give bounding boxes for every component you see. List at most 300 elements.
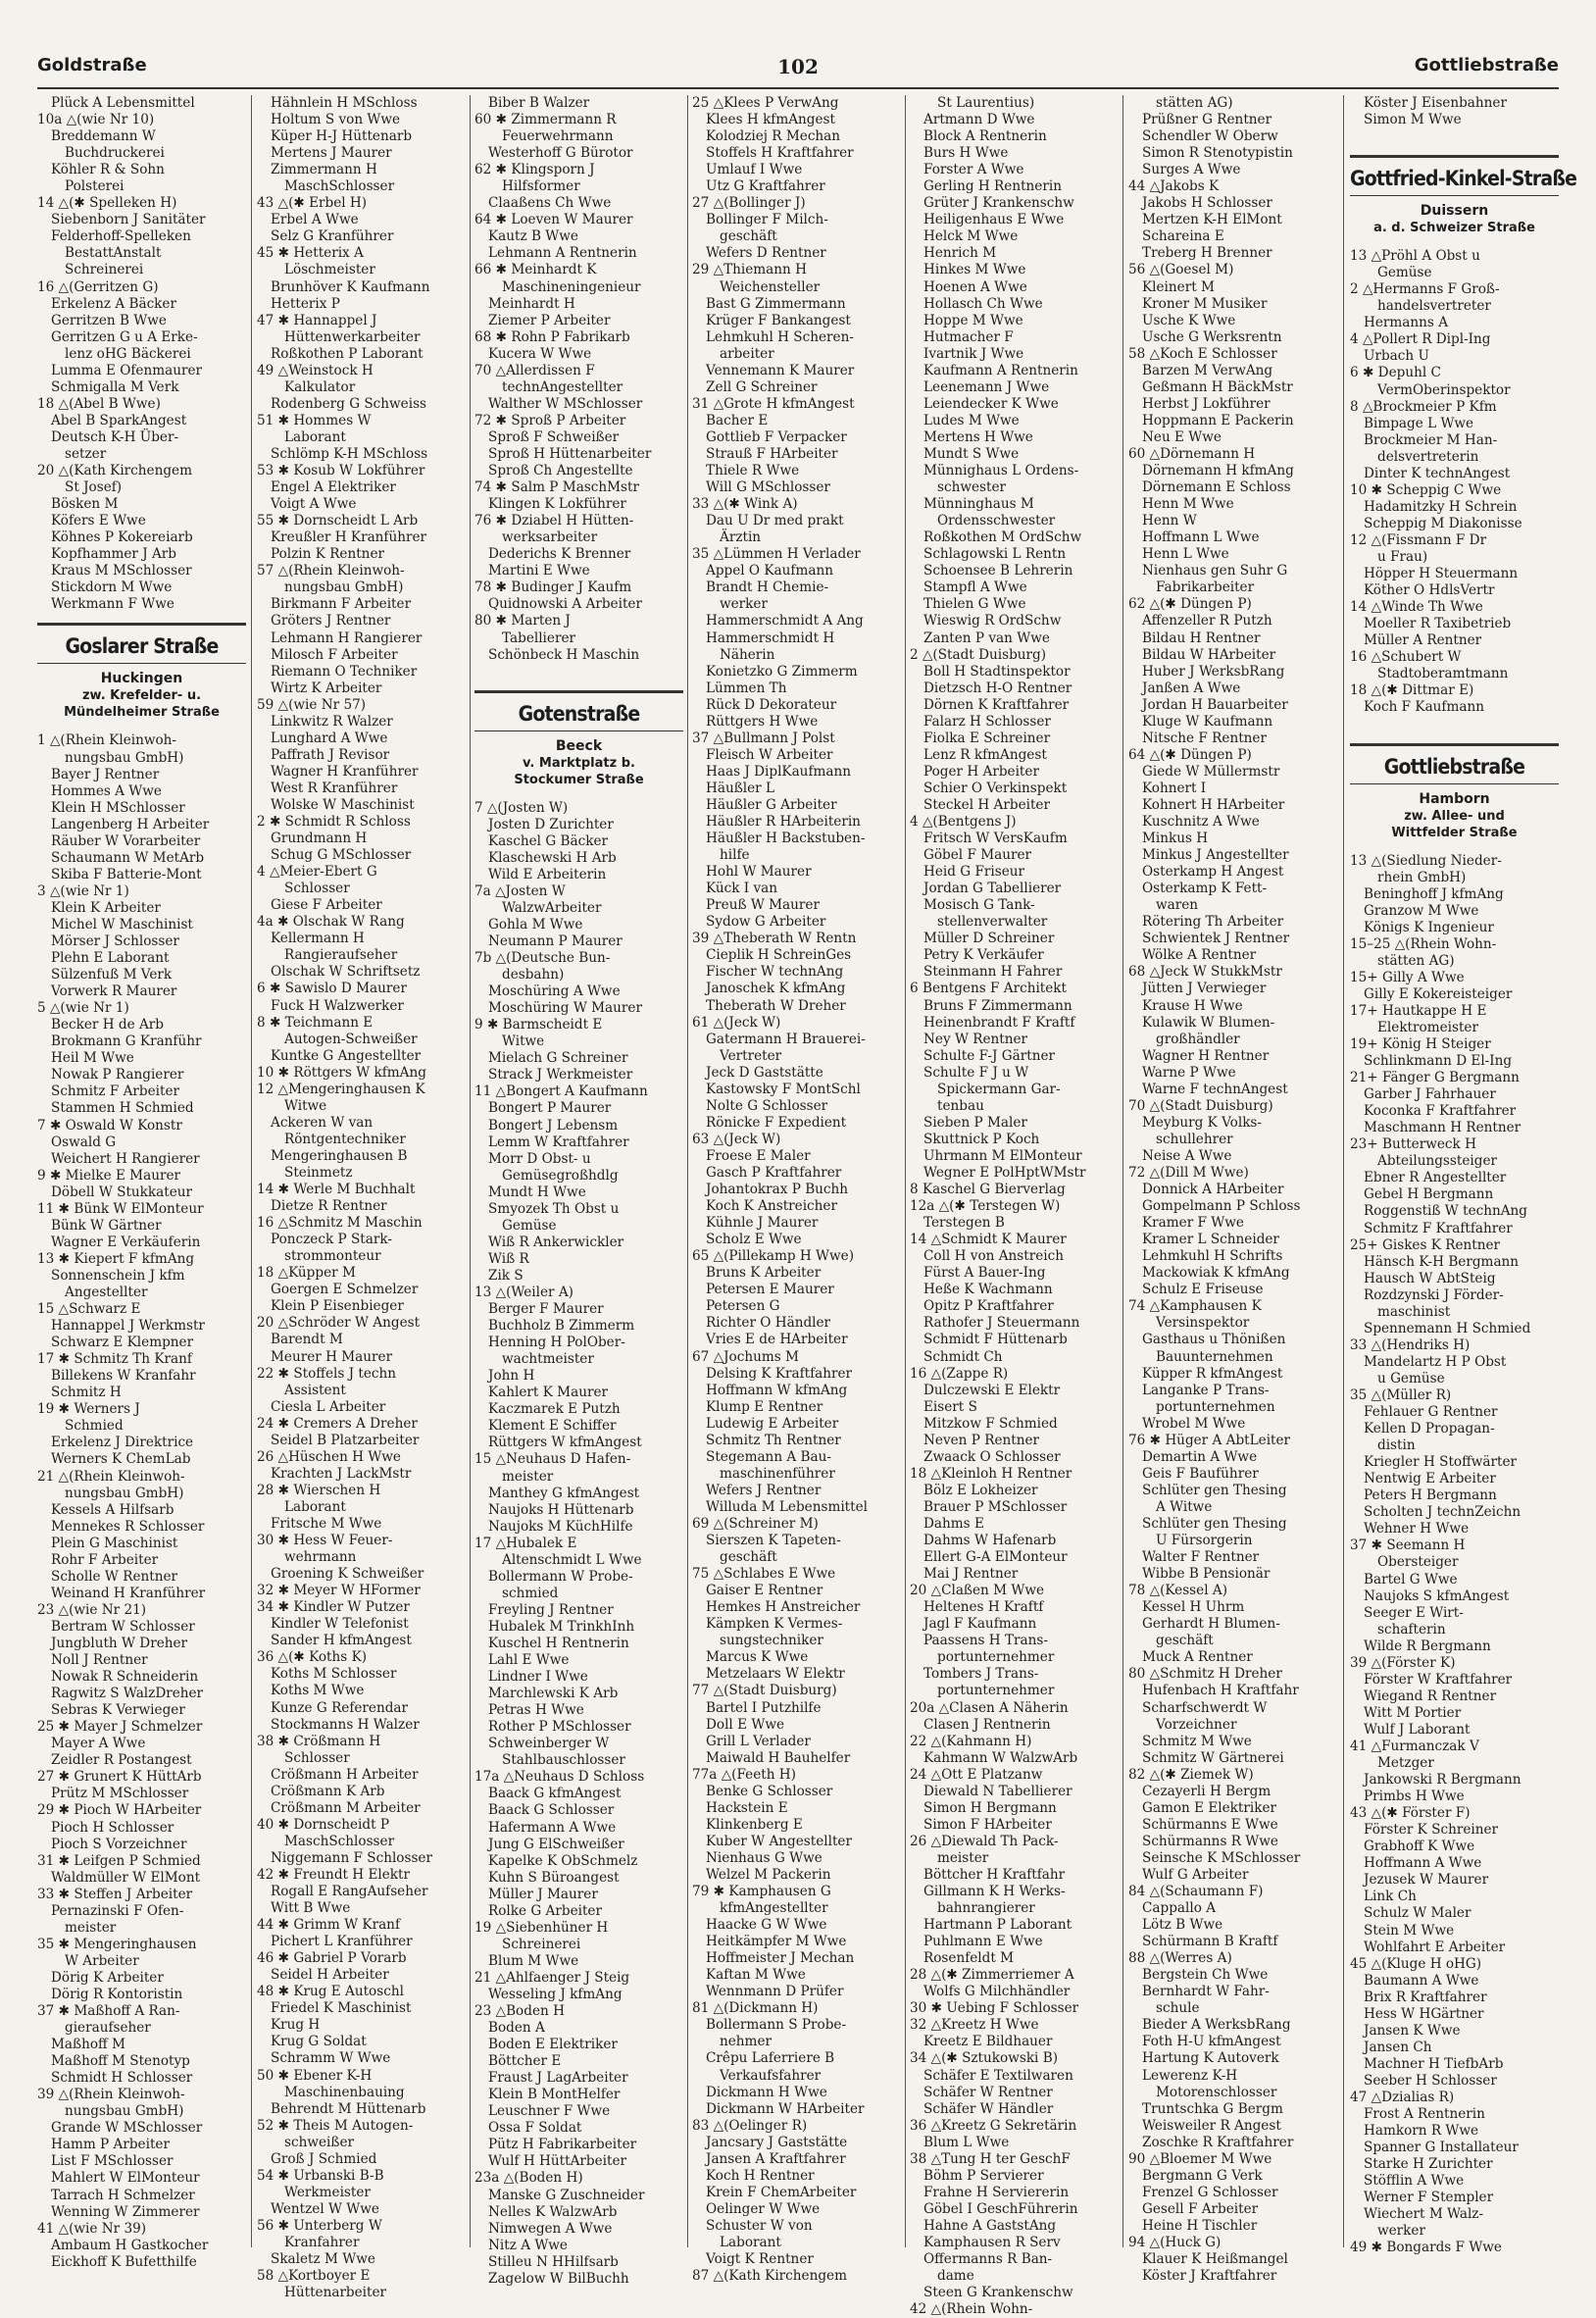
- resident-entry: nungsbau GmbH): [284, 580, 404, 596]
- resident-entry: Gillmann K H Werks-: [923, 1884, 1066, 1900]
- resident-entry: Pütz H Fabrikarbeiter: [488, 2137, 637, 2153]
- resident-entry: Wulf G Arbeiter: [1142, 1866, 1249, 1883]
- resident-entry: Skiba F Batterie-Mont: [51, 866, 202, 882]
- house-number-entry: 4 △Pollert R Dipl-Ing: [1350, 331, 1491, 348]
- house-number-entry: 18 △(✱ Dittmar E): [1350, 682, 1474, 699]
- resident-entry: Neise A Wwe: [1142, 1147, 1232, 1164]
- district-name: Huckingen: [100, 671, 183, 687]
- resident-entry: Heitkämpfer M Wwe: [706, 1934, 847, 1950]
- resident-entry: Sieben P Maler: [923, 1114, 1027, 1131]
- house-number-entry: 39 △(Rhein Kleinwoh-: [37, 2087, 185, 2103]
- resident-entry: stellenverwalter: [937, 914, 1048, 931]
- resident-entry: Gerritzen G u A Erke-: [51, 328, 198, 345]
- resident-entry: Marcus K Wwe: [706, 1649, 809, 1666]
- resident-entry: Nienhaus G Wwe: [706, 1849, 823, 1866]
- resident-entry: Marchlewski K Arb: [488, 1686, 619, 1702]
- resident-entry: Schulte F-J Gärtner: [923, 1047, 1056, 1064]
- house-number-entry: 37 △Bullmann J Polst: [692, 730, 835, 746]
- house-number-entry: 15 △Neuhaus D Hafen-: [474, 1451, 631, 1468]
- house-number-entry: 16 △(Gerritzen G): [37, 278, 159, 295]
- resident-entry: Hollasch Ch Wwe: [923, 295, 1043, 312]
- house-number-entry: 3 △(wie Nr 1): [37, 882, 129, 899]
- resident-entry: Herbst J Lokführer: [1142, 395, 1271, 412]
- resident-entry: werker: [1377, 2223, 1425, 2240]
- resident-entry: Schulte F J u W: [923, 1064, 1029, 1081]
- resident-entry: Lahl E Wwe: [488, 1652, 570, 1669]
- resident-entry: Treberg H Brenner: [1142, 245, 1272, 262]
- resident-entry: Gerritzen B Wwe: [51, 312, 167, 328]
- resident-entry: Bauunternehmen: [1156, 1348, 1273, 1365]
- house-number-entry: 19 ✱ Werners J: [37, 1401, 140, 1418]
- house-number-entry: 27 △(Bollinger J): [692, 195, 806, 212]
- resident-entry: Hinkes M Wwe: [923, 262, 1026, 278]
- house-number-entry: 81 △(Dickmann H): [692, 2000, 819, 2017]
- house-number-entry: 29 △Thiemann H: [692, 262, 807, 278]
- resident-entry: Kuhn S Büroangest: [488, 1869, 620, 1886]
- resident-entry: Simon F HArbeiter: [923, 1816, 1052, 1833]
- resident-entry: Nowak P Rangierer: [51, 1067, 184, 1083]
- resident-entry: Weinand H Kranführer: [51, 1585, 206, 1601]
- resident-entry: Linkwitz R Walzer: [271, 713, 393, 730]
- resident-entry: Kahlert K Maurer: [488, 1385, 608, 1401]
- resident-entry: Kühnle J Maurer: [706, 1215, 819, 1232]
- resident-entry: Truntschka G Bergm: [1142, 2100, 1283, 2117]
- resident-entry: Königs K Ingenieur: [1364, 919, 1494, 935]
- resident-entry: Weisweiler R Angest: [1142, 2117, 1281, 2134]
- resident-entry: Sierszen K Tapeten-: [706, 1533, 841, 1549]
- resident-entry: Koch F Kaufmann: [1364, 699, 1484, 716]
- house-number-entry: 12 △Mengeringhausen K: [257, 1081, 425, 1097]
- resident-entry: Rolke G Arbeiter: [488, 1902, 602, 1919]
- resident-entry: Zoschke R Kraftfahrer: [1142, 2134, 1294, 2150]
- house-number-entry: 65 △(Pillekamp H Wwe): [692, 1248, 854, 1265]
- column-divider: [1122, 95, 1123, 2247]
- house-number-entry: 44 ✱ Grimm W Kranf: [257, 1917, 400, 1934]
- house-number-entry: 40 ✱ Dornscheidt P: [257, 1816, 390, 1833]
- resident-entry: Röntgentechniker: [284, 1131, 406, 1147]
- resident-entry: Hänsch K-H Bergmann: [1364, 1253, 1520, 1270]
- resident-entry: Kuschnitz A Wwe: [1142, 814, 1260, 831]
- resident-entry: Witwe: [284, 1097, 327, 1114]
- resident-entry: Kohnert H HArbeiter: [1142, 796, 1285, 813]
- resident-entry: Wild E Arbeiterin: [488, 866, 607, 882]
- resident-entry: Simon M Wwe: [1364, 112, 1462, 128]
- resident-entry: Rozdzynski J Förder-: [1364, 1286, 1504, 1303]
- resident-entry: Bartel I Putzhilfe: [706, 1699, 822, 1716]
- resident-entry: Kramer F Wwe: [1142, 1215, 1244, 1232]
- resident-entry: Ellert G-A ElMonteur: [923, 1549, 1068, 1566]
- directory-column-7: [1350, 95, 1577, 2256]
- resident-entry: Klein K Arbeiter: [51, 899, 161, 916]
- resident-entry: Scharfschwerdt W: [1142, 1699, 1268, 1716]
- resident-entry: Olschak W Schriftsetz: [271, 964, 421, 981]
- resident-entry: Köther O HdlsVertr: [1364, 582, 1495, 599]
- resident-entry: Wagner E Verkäuferin: [51, 1234, 201, 1250]
- resident-entry: Maiwald H Bauhelfer: [706, 1749, 851, 1766]
- house-number-entry: 11 ✱ Bünk W ElMonteur: [37, 1200, 204, 1217]
- resident-entry: nungsbau GmbH): [65, 2103, 184, 2120]
- resident-entry: Zimmermann H: [271, 162, 377, 178]
- resident-entry: stätten AG): [1156, 95, 1233, 111]
- house-number-entry: 17 ✱ Schmitz Th Kranf: [37, 1351, 192, 1368]
- house-number-entry: 77 △(Stadt Duisburg): [692, 1683, 837, 1699]
- resident-entry: Crößmann K Arb: [271, 1783, 385, 1799]
- resident-entry: Janßen A Wwe: [1142, 680, 1241, 696]
- resident-entry: Böttcher E: [488, 2053, 562, 2070]
- resident-entry: Gemüse: [1377, 265, 1432, 281]
- house-number-entry: 16 △(Zappe R): [910, 1365, 1009, 1382]
- resident-entry: Sproß Ch Angestellte: [488, 463, 633, 479]
- resident-entry: Bünk W Gärtner: [51, 1217, 162, 1234]
- resident-entry: Breddemann W: [51, 128, 156, 145]
- resident-entry: Ackeren W van: [271, 1114, 374, 1131]
- resident-entry: Klingen K Lokführer: [488, 496, 626, 513]
- resident-entry: Geis F Bauführer: [1142, 1465, 1259, 1482]
- house-number-entry: 15+ Gilly A Wwe: [1350, 969, 1465, 985]
- district-name: Duissern: [1420, 203, 1489, 220]
- resident-entry: Hadamitzky H Schrein: [1364, 498, 1518, 515]
- house-number-entry: 18 △(Abel B Wwe): [37, 395, 161, 412]
- resident-entry: maschinist: [1377, 1303, 1451, 1320]
- resident-entry: Werner F Stempler: [1364, 2190, 1494, 2206]
- resident-entry: Kroner M Musiker: [1142, 295, 1268, 312]
- resident-entry: Spennemann H Schmied: [1364, 1320, 1531, 1336]
- resident-entry: Milosch F Arbeiter: [271, 646, 398, 663]
- resident-entry: Giese F Arbeiter: [271, 897, 382, 914]
- resident-entry: Mengeringhausen B: [271, 1147, 408, 1164]
- resident-entry: gieraufseher: [65, 2020, 151, 2037]
- resident-entry: Uhrmann M ElMonteur: [923, 1147, 1082, 1164]
- resident-entry: Elektromeister: [1377, 1019, 1478, 1035]
- resident-entry: Schmied: [65, 1418, 124, 1435]
- resident-entry: Lemm W Kraftfahrer: [488, 1134, 629, 1150]
- resident-entry: Kautz B Wwe: [488, 228, 578, 245]
- house-number-entry: 70 △(Stadt Duisburg): [1128, 1097, 1273, 1114]
- house-number-entry: 23+ Butterweck H: [1350, 1136, 1476, 1153]
- resident-entry: Schuster W von: [706, 2217, 813, 2234]
- house-number-entry: 45 △(Kluge H oHG): [1350, 1955, 1482, 1972]
- house-number-entry: 4a ✱ Olschak W Rang: [257, 914, 405, 931]
- house-number-entry: 74 △Kamphausen K: [1128, 1298, 1262, 1315]
- resident-entry: Mennekes R Schlosser: [51, 1518, 205, 1535]
- resident-entry: Wilde R Bergmann: [1364, 1638, 1491, 1654]
- resident-entry: W Arbeiter: [65, 1952, 139, 1969]
- resident-entry: Schweinberger W: [488, 1736, 610, 1752]
- resident-entry: Cezayerli H Bergm: [1142, 1783, 1272, 1799]
- house-number-entry: 41 △Furmanczak V: [1350, 1738, 1479, 1754]
- house-number-entry: 80 ✱ Marten J: [474, 613, 571, 630]
- resident-entry: Ziemer P Arbeiter: [488, 312, 611, 328]
- resident-entry: Zagelow W BilBuchh: [488, 2270, 629, 2287]
- house-number-entry: 67 △Jochums M: [692, 1348, 799, 1365]
- house-number-entry: 19+ König H Steiger: [1350, 1036, 1491, 1053]
- house-number-entry: 78 ✱ Budinger J Kaufm: [474, 580, 632, 596]
- resident-entry: Grande W MSchlosser: [51, 2120, 203, 2137]
- resident-entry: Koconka F Kraftfahrer: [1364, 1103, 1517, 1120]
- resident-entry: Hahne A GaststAng: [923, 2217, 1057, 2234]
- resident-entry: Sproß H Hüttenarbeiter: [488, 445, 652, 462]
- house-number-entry: 56 ✱ Unterberg W: [257, 2217, 382, 2234]
- resident-entry: Rosenfeldt M: [923, 1950, 1015, 1967]
- resident-entry: Dulczewski E Elektr: [923, 1382, 1061, 1398]
- resident-entry: maschinenführer: [720, 1465, 835, 1482]
- resident-entry: werksarbeiter: [502, 529, 598, 546]
- resident-entry: Rother P MSchlosser: [488, 1719, 631, 1736]
- resident-entry: Mertzen K-H ElMont: [1142, 212, 1282, 228]
- house-number-entry: 30 ✱ Uebing F Schlosser: [910, 2000, 1079, 2017]
- resident-entry: Gohla M Wwe: [488, 916, 583, 932]
- resident-entry: Kleinert M: [1142, 278, 1215, 295]
- resident-entry: Wennmann D Prüfer: [706, 1984, 844, 2000]
- resident-entry: Bergmann G Verk: [1142, 2167, 1263, 2184]
- resident-entry: rhein GmbH): [1377, 869, 1467, 885]
- resident-entry: Starke H Zurichter: [1364, 2156, 1493, 2173]
- resident-entry: Kaufmann A Rentnerin: [923, 362, 1078, 378]
- resident-entry: Stockmanns H Walzer: [271, 1716, 420, 1733]
- resident-entry: WalzwArbeiter: [502, 899, 602, 916]
- resident-entry: Kreußler H Kranführer: [271, 529, 427, 546]
- resident-entry: Appel O Kaufmann: [706, 563, 833, 580]
- page-number: 102: [777, 55, 819, 78]
- resident-entry: Wohlfahrt E Arbeiter: [1364, 1939, 1506, 1955]
- resident-entry: Koths M Schlosser: [271, 1666, 397, 1683]
- resident-entry: Paassens H Trans-: [923, 1633, 1048, 1649]
- resident-entry: nehmer: [720, 2034, 772, 2050]
- house-number-entry: 69 △(Schreiner M): [692, 1515, 819, 1532]
- house-number-entry: 41 △(wie Nr 39): [37, 2220, 147, 2237]
- house-number-entry: 17 △Hubalek E: [474, 1535, 577, 1551]
- resident-entry: Wieswig R OrdSchw: [923, 613, 1062, 630]
- resident-entry: schullehrer: [1156, 1131, 1233, 1147]
- resident-entry: Stöfflin A Wwe: [1364, 2173, 1465, 2190]
- resident-entry: Engel A Elektriker: [271, 479, 396, 496]
- resident-entry: Lenz R kfmAngest: [923, 746, 1047, 763]
- resident-entry: Zell G Schreiner: [706, 378, 818, 395]
- resident-entry: Welzel M Packerin: [706, 1866, 831, 1883]
- resident-entry: Billekens W Kranfahr: [51, 1368, 196, 1385]
- resident-entry: Maschmann H Rentner: [1364, 1120, 1521, 1136]
- resident-entry: Peters H Bergmann: [1364, 1487, 1497, 1504]
- resident-entry: Klein H MSchlosser: [51, 799, 185, 816]
- resident-entry: Schürmann B Kraftf: [1142, 1934, 1278, 1950]
- resident-entry: Scholle W Rentner: [51, 1568, 178, 1585]
- house-number-entry: 36 △Kreetz G Sekretärin: [910, 2117, 1077, 2134]
- resident-entry: Strack J Werkmeister: [488, 1067, 633, 1083]
- resident-entry: Angestellter: [65, 1285, 148, 1300]
- house-number-entry: 19 △Siebenhüner H: [474, 1919, 609, 1936]
- resident-entry: Obersteiger: [1377, 1554, 1459, 1571]
- resident-entry: Brix R Kraftfahrer: [1364, 1989, 1487, 2005]
- resident-entry: Böttcher H Kraftfahr: [923, 1866, 1066, 1883]
- resident-entry: Claaßens Ch Wwe: [488, 195, 612, 212]
- resident-entry: Kastowsky F MontSchl: [706, 1081, 861, 1097]
- resident-entry: Groening K Schweißer: [271, 1566, 424, 1583]
- resident-entry: Usche G Werksrentn: [1142, 328, 1282, 345]
- resident-entry: Sander H kfmAngest: [271, 1633, 412, 1649]
- resident-entry: dame: [937, 2268, 974, 2285]
- resident-entry: Schoensee B Lehrerin: [923, 563, 1073, 580]
- house-number-entry: 14 ✱ Werle M Buchhalt: [257, 1182, 416, 1198]
- resident-entry: Freyling J Rentner: [488, 1601, 614, 1618]
- resident-entry: Beninghoff J kfmAng: [1364, 885, 1504, 902]
- resident-entry: hilfe: [720, 847, 750, 864]
- resident-entry: Kopfhammer J Arb: [51, 546, 176, 563]
- house-number-entry: 61 △(Jeck W): [692, 1014, 781, 1031]
- resident-entry: Kolodziej R Mechan: [706, 128, 841, 145]
- resident-entry: Mackowiak K kfmAng: [1142, 1265, 1290, 1282]
- resident-entry: Kulawik W Blumen-: [1142, 1014, 1275, 1031]
- resident-entry: Kranfahrer: [284, 2235, 360, 2250]
- resident-entry: Manthey G kfmAngest: [488, 1485, 640, 1501]
- resident-entry: Neu E Wwe: [1142, 428, 1222, 445]
- house-number-entry: 8 Kaschel G Bierverlag: [910, 1182, 1066, 1198]
- resident-entry: Nienhaus gen Suhr G: [1142, 563, 1288, 580]
- resident-entry: Kapelke K ObSchmelz: [488, 1852, 638, 1869]
- resident-entry: Heltenes H Kraftf: [923, 1599, 1044, 1616]
- resident-entry: Stadtoberamtmann: [1377, 666, 1509, 682]
- resident-entry: Oswald G: [51, 1134, 117, 1150]
- resident-entry: Zwaack O Schlosser: [923, 1448, 1061, 1465]
- house-number-entry: 29 ✱ Pioch W HArbeiter: [37, 1802, 202, 1819]
- resident-entry: Rohr F Arbeiter: [51, 1551, 159, 1568]
- resident-entry: Waldmüller W ElMont: [51, 1869, 201, 1886]
- resident-entry: Plein G Maschinist: [51, 1535, 178, 1551]
- spacer: [474, 664, 683, 680]
- directory-column-3: [474, 95, 683, 2287]
- house-number-entry: 43 △(✱ Erbel H): [257, 195, 368, 212]
- resident-entry: Coll H von Anstreich: [923, 1248, 1064, 1265]
- resident-entry: Mertens H Wwe: [923, 428, 1033, 445]
- house-number-entry: 17+ Hautkappe H E: [1350, 1002, 1487, 1019]
- resident-entry: Ivartnik J Wwe: [923, 345, 1024, 362]
- resident-entry: Lehmkuhl H Scheren-: [706, 328, 854, 345]
- resident-entry: Frost A Rentnerin: [1364, 2106, 1485, 2123]
- resident-entry: Häußler L: [706, 780, 775, 796]
- resident-entry: Benke G Schlosser: [706, 1783, 833, 1799]
- resident-entry: Tabellierer: [502, 630, 575, 646]
- resident-entry: Moschüring W Maurer: [488, 1000, 642, 1017]
- resident-entry: Schug G MSchlosser: [271, 847, 412, 864]
- resident-entry: Neven P Rentner: [923, 1432, 1040, 1448]
- resident-entry: Seidel B Platzarbeiter: [271, 1432, 420, 1448]
- resident-entry: Mörser J Schlosser: [51, 933, 179, 950]
- resident-entry: Kaftan M Wwe: [706, 1967, 806, 1984]
- resident-entry: kfmAngestellter: [720, 1900, 828, 1917]
- resident-entry: Klauer K Heißmangel: [1142, 2251, 1288, 2268]
- resident-entry: Bartel G Wwe: [1364, 1571, 1458, 1587]
- section-rule: [37, 663, 246, 664]
- resident-entry: Förster K Schreiner: [1364, 1822, 1499, 1839]
- resident-entry: Bildau W HArbeiter: [1142, 646, 1276, 663]
- resident-entry: Paffrath J Revisor: [271, 746, 390, 763]
- resident-entry: Schäfer W Rentner: [923, 2084, 1053, 2100]
- resident-entry: Wiß R: [488, 1250, 529, 1267]
- resident-entry: Mundt S Wwe: [923, 445, 1020, 462]
- house-number-entry: 16 △Schmitz M Maschin: [257, 1215, 423, 1232]
- street-range: v. Marktplatz b.: [523, 755, 635, 771]
- resident-entry: Schaumann W MetArb: [51, 849, 205, 866]
- resident-entry: Clasen J Rentnerin: [923, 1716, 1051, 1733]
- resident-entry: Bacher E: [706, 412, 769, 428]
- resident-entry: Wenning W Zimmerer: [51, 2203, 200, 2220]
- resident-entry: Boll H Stadtinspektor: [923, 663, 1071, 680]
- resident-entry: Dau U Dr med prakt: [706, 513, 844, 529]
- resident-entry: Seeger E Wirt-: [1364, 1604, 1464, 1621]
- house-number-entry: 4 △Meier-Ebert G: [257, 864, 377, 881]
- resident-entry: Ärztin: [720, 529, 762, 546]
- resident-entry: Erkelenz A Bäcker: [51, 295, 176, 312]
- resident-entry: Wölke A Rentner: [1142, 947, 1257, 964]
- resident-entry: Gompelmann P Schloss: [1142, 1198, 1301, 1215]
- resident-entry: Naujoks M KüchHilfe: [488, 1518, 633, 1535]
- resident-entry: Langanke P Trans-: [1142, 1382, 1270, 1398]
- resident-entry: Maschinenbauing: [284, 2084, 405, 2100]
- resident-entry: Köhler R & Sohn: [51, 162, 165, 178]
- resident-entry: Smyozek Th Obst u: [488, 1200, 620, 1217]
- resident-entry: wachtmeister: [502, 1351, 594, 1368]
- resident-entry: Henn L Wwe: [1142, 546, 1229, 563]
- resident-entry: Jagl F Kaufmann: [923, 1616, 1037, 1633]
- resident-entry: Simon H Bergmann: [923, 1799, 1057, 1816]
- resident-entry: Meurer H Maurer: [271, 1348, 393, 1365]
- resident-entry: Stilleu N HHilfsarb: [488, 2253, 619, 2270]
- resident-entry: Stampfl A Wwe: [923, 580, 1027, 596]
- resident-entry: Wefers D Rentner: [706, 245, 826, 262]
- resident-entry: Vorzeichner: [1156, 1716, 1237, 1733]
- house-number-entry: 72 △(Dill M Wwe): [1128, 1165, 1249, 1181]
- resident-entry: Werkmann F Wwe: [51, 596, 175, 613]
- header-right-street: Gottliebstraße: [1414, 55, 1559, 76]
- resident-entry: Grüter J Krankenschw: [923, 195, 1074, 212]
- resident-entry: Richter O Händler: [706, 1315, 831, 1332]
- resident-entry: Rüttgers W kfmAngest: [488, 1435, 642, 1451]
- house-number-entry: 13 △(Siedlung Nieder-: [1350, 852, 1502, 869]
- street-range: a. d. Schweizer Straße: [1373, 221, 1535, 236]
- resident-entry: Schlagowski L Rentn: [923, 546, 1067, 563]
- resident-entry: Sproß F Schweißer: [488, 428, 620, 445]
- resident-entry: Prütz M MSchlosser: [51, 1786, 189, 1802]
- resident-entry: Dörnemann E Schloss: [1142, 479, 1291, 496]
- resident-entry: Petersen E Maurer: [706, 1282, 834, 1298]
- resident-entry: Nolte G Schlosser: [706, 1097, 828, 1114]
- resident-entry: Huber J WerksbRang: [1142, 663, 1285, 680]
- house-number-entry: 66 ✱ Meinhardt K: [474, 262, 597, 278]
- section-rule: [1350, 743, 1559, 746]
- house-number-entry: 7 ✱ Oswald W Konstr: [37, 1117, 182, 1134]
- resident-entry: Blum M Wwe: [488, 1952, 579, 1969]
- resident-entry: Crößmann H Arbeiter: [271, 1766, 419, 1783]
- resident-entry: Rodenberg G Schweiss: [271, 395, 427, 412]
- resident-entry: Hausch W AbtSteig: [1364, 1270, 1496, 1286]
- resident-entry: Münnighaus L Ordens-: [923, 463, 1079, 479]
- resident-entry: Steen G Krankenschw: [923, 2285, 1073, 2301]
- resident-entry: meister: [937, 1849, 989, 1866]
- resident-entry: Blum L Wwe: [923, 2134, 1010, 2150]
- section-rule: [37, 623, 246, 626]
- resident-entry: Kellen D Propagan-: [1364, 1421, 1495, 1437]
- resident-entry: Hess W HGärtner: [1364, 2005, 1484, 2022]
- resident-entry: Affenzeller R Putzh: [1142, 613, 1272, 630]
- resident-entry: schweißer: [284, 2134, 354, 2150]
- house-number-entry: 37 ✱ Seemann H: [1350, 1537, 1466, 1554]
- resident-entry: Schäfer E Textilwaren: [923, 2067, 1073, 2084]
- resident-entry: Bongert P Maurer: [488, 1100, 612, 1117]
- house-number-entry: 90 △Bloemer M Wwe: [1128, 2150, 1272, 2167]
- resident-entry: Felderhoff-Spelleken: [51, 228, 191, 245]
- resident-entry: werker: [720, 596, 768, 613]
- house-number-entry: 60 ✱ Zimmermann R: [474, 112, 617, 128]
- resident-entry: Goergen E Schmelzer: [271, 1282, 419, 1298]
